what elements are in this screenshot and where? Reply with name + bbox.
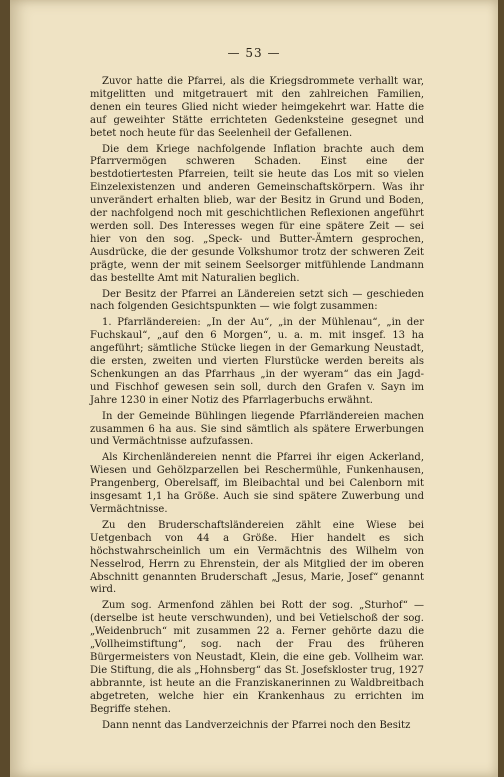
paragraph-5: In der Gemeinde Bühlingen liegende Pfarrländereien machen zusammen 6 ha aus. Sie sind sämtlich als spätere Erwerbungen und Vermächtnisse aufzufassen. (90, 410, 424, 448)
paragraph-9: Dann nennt das Landverzeichnis der Pfarrei noch den Besitz (102, 719, 411, 731)
paragraph-6: Als Kirchenländereien nennt die Pfarrei ihr eigen Ackerland, Wiesen und Gehölzparzellen bei Reschermühle, Funkenhausen, Prangenberg, Oberelsaff, im Bleibachtal und bei Calenborn mit insgesamt 1,1 ha Größe. Auch sie sind spätere Zuwerbung und Vermächtnisse. (90, 452, 424, 515)
paragraph-1: Zuvor hatte die Pfarrei, als die Kriegsdrommete verhallt war, mitgelitten und mitgetrauert mit den zahlreichen Familien, denen ein teures Glied nicht wieder heimgekehrt war. Hatte die auf geweihter Stätte errichteten Gedenksteine gesegnet und betet noch heute für das Seelenheil der Gefallenen. (90, 76, 424, 139)
page-body (90, 76, 424, 735)
paragraph-2: Die dem Kriege nachfolgende Inflation brachte auch dem Pfarrvermögen schweren Schaden. Einst eine der bestdotiertesten Pfarreien, teilt sie heute das Los mit so vielen Einzelexistenzen und anderen Gemeinschaftskörpern. Was ihr unverändert erhalten blieb, war der Besitz in Grund und Boden, der nachfolgend noch mit geschichtlichen Reflexionen angeführt werden soll. Des Interesses wegen für eine spätere Zeit — sei hier von den sog. „Speck- und Butter-Ämtern gesprochen, Ausdrücke, die der gesunde Volkshumor trotz der schweren Zeit prägte, wenn der mit seinem Seelsorger mitfühlende Landmann das bestellte Amt mit Naturalien beglich. (90, 143, 424, 284)
page-number: — 53 — (227, 46, 281, 60)
paragraph-8: Zum sog. Armenfond zählen bei Rott der sog. „Sturhof“ — (derselbe ist heute verschwunden), und bei Vetielschoß der sog. „Weidenbruch“ mit zusammen 22 a. Ferner gehörte dazu die „Vollheimstiftung“, sog. nach der Frau des früheren Bürgermeisters von Neustadt, Klein, die eine geb. Vollheim war. Die Stiftung, die als „Hohnsberg“ das St. Josefskloster trug, 1927 abbrannte, ist heute an die Franziskanerinnen zu Waldbreitbach abgetreten, welche hier ein Krankenhaus zu errichten im Begriffe stehen. (90, 600, 424, 715)
paragraph-3: Der Besitz der Pfarrei an Ländereien setzt sich — geschieden nach folgenden Gesichtspunkten — wie folgt zusammen: (90, 288, 424, 313)
paragraph-4: 1. Pfarrländereien: „In der Au“, „in der Mühlenau“, „in der Fuchskaul“, „auf den 6 Morgen“, u. a. m. mit insgef. 13 ha angeführt; sämtliche Stücke liegen in der Gemarkung Neustadt, die ersten, zweiten und vierten Flurstücke werden bereits als Schenkungen an das Pfarrhaus „in der wyeram“ das ein Jagd- und Fischhof gewesen sein soll, durch den Grafen v. Sayn im Jahre 1230 in einer Notiz des Pfarrlagerbuchs erwähnt. (90, 317, 424, 406)
paragraph-7: Zu den Bruderschaftsländereien zählt eine Wiese bei Uetgenbach von 44 a Größe. Hier handelt es sich höchstwahrscheinlich um ein Vermächtnis des Wilhelm von Nesselrod, Herrn zu Ehrenstein, der als Mitglied der im oberen Abschnitt genannten Bruderschaft „Jesus, Marie, Josef“ genannt wird. (90, 519, 424, 596)
book-page (10, 0, 498, 777)
